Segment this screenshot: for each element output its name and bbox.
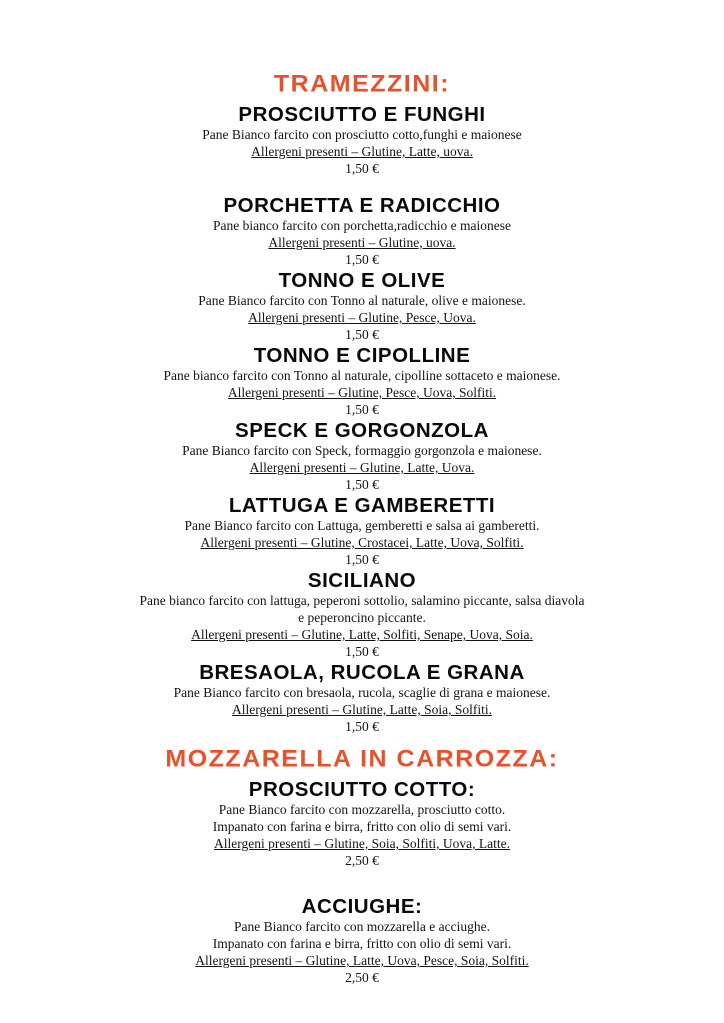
menu-item-name: BRESAOLA, RUCOLA E GRANA xyxy=(199,661,525,684)
menu-item-name: ACCIUGHE: xyxy=(301,895,423,918)
menu-item-allergens: Allergeni presenti – Glutine, Latte, uova. xyxy=(251,144,473,159)
menu-item-description: Pane bianco farcito con lattuga, peperoni sottolio, salamino piccante, salsa diavola xyxy=(139,593,585,608)
section-title-tramezzini: TRAMEZZINI: xyxy=(273,70,451,98)
menu-item-name: SICILIANO xyxy=(307,569,417,592)
menu-item-price: 1,50 € xyxy=(345,327,379,342)
menu-item-description: Pane bianco farcito con Tonno al naturale, cipolline sottaceto e maionese. xyxy=(163,368,561,383)
menu-item-description: Impanato con farina e birra, fritto con olio di semi vari. xyxy=(212,819,512,834)
menu-item-tonno-e-olive xyxy=(0,269,724,343)
menu-item-price: 1,50 € xyxy=(345,552,379,567)
menu-item-prosciutto-cotto xyxy=(0,778,724,869)
menu-item-name: SPECK E GORGONZOLA xyxy=(235,419,489,442)
menu-item-description: Pane Bianco farcito con prosciutto cotto,funghi e maionese xyxy=(202,127,522,142)
menu-item-porchetta-e-radicchio xyxy=(0,194,724,268)
menu-item-allergens: Allergeni presenti – Glutine, Pesce, Uova. xyxy=(248,310,476,325)
menu-item-description: e peperoncino piccante. xyxy=(298,610,426,625)
menu-item-description: Pane Bianco farcito con Lattuga, gemberetti e salsa ai gamberetti. xyxy=(184,518,540,533)
menu-item-description: Pane Bianco farcito con Speck, formaggio gorgonzola e maionese. xyxy=(182,443,542,458)
menu-item-siciliano xyxy=(0,569,724,660)
menu-item-price: 2,50 € xyxy=(345,853,379,868)
menu-item-name: LATTUGA E GAMBERETTI xyxy=(228,494,496,517)
menu-item-price: 1,50 € xyxy=(345,402,379,417)
menu-item-name: TONNO E OLIVE xyxy=(278,269,446,292)
menu-item-price: 2,50 € xyxy=(345,970,379,985)
menu-item-price: 1,50 € xyxy=(345,252,379,267)
menu-item-description: Pane Bianco farcito con mozzarella, prosciutto cotto. xyxy=(218,802,506,817)
menu-item-tonno-e-cipolline xyxy=(0,344,724,418)
section-mozzarella-in-carrozza xyxy=(0,745,724,986)
section-title-mozzarella-in-carrozza: MOZZARELLA IN CARROZZA: xyxy=(165,745,559,773)
menu-item-speck-e-gorgonzola xyxy=(0,419,724,493)
menu-item-allergens: Allergeni presenti – Glutine, Soia, Solfiti, Uova, Latte. xyxy=(214,836,510,851)
menu-item-price: 1,50 € xyxy=(345,161,379,176)
menu-item-allergens: Allergeni presenti – Glutine, Latte, Uova, Pesce, Soia, Solfiti. xyxy=(195,953,529,968)
menu-item-prosciutto-e-funghi xyxy=(0,103,724,177)
section-tramezzini xyxy=(0,70,724,735)
menu-item-description: Pane Bianco farcito con Tonno al naturale, olive e maionese. xyxy=(198,293,526,308)
menu-item-allergens: Allergeni presenti – Glutine, Latte, Solfiti, Senape, Uova, Soia. xyxy=(191,627,533,642)
menu-item-allergens: Allergeni presenti – Glutine, Latte, Uova. xyxy=(249,460,475,475)
menu-item-description: Impanato con farina e birra, fritto con olio di semi vari. xyxy=(212,936,512,951)
menu-item-acciughe xyxy=(0,895,724,986)
menu-item-description: Pane Bianco farcito con bresaola, rucola, scaglie di grana e maionese. xyxy=(173,685,551,700)
menu-item-description: Pane bianco farcito con porchetta,radicchio e maionese xyxy=(213,218,511,233)
menu-item-allergens: Allergeni presenti – Glutine, uova. xyxy=(268,235,456,250)
menu-item-name: PROSCIUTTO E FUNGHI xyxy=(238,103,486,126)
menu-item-price: 1,50 € xyxy=(345,477,379,492)
menu-item-allergens: Allergeni presenti – Glutine, Crostacei, Latte, Uova, Solfiti. xyxy=(200,535,524,550)
menu-item-lattuga-e-gamberetti xyxy=(0,494,724,568)
menu-item-name: PORCHETTA E RADICCHIO xyxy=(223,194,501,217)
menu-item-bresaola-rucola-e-grana xyxy=(0,661,724,735)
menu-item-allergens: Allergeni presenti – Glutine, Pesce, Uova, Solfiti. xyxy=(227,385,497,400)
menu-item-name: PROSCIUTTO COTTO: xyxy=(248,778,476,801)
menu-item-price: 1,50 € xyxy=(345,719,379,734)
menu-item-name: TONNO E CIPOLLINE xyxy=(253,344,471,367)
menu-item-price: 1,50 € xyxy=(345,644,379,659)
menu-item-allergens: Allergeni presenti – Glutine, Latte, Soia, Solfiti. xyxy=(232,702,492,717)
menu-item-description: Pane Bianco farcito con mozzarella e acciughe. xyxy=(234,919,490,934)
